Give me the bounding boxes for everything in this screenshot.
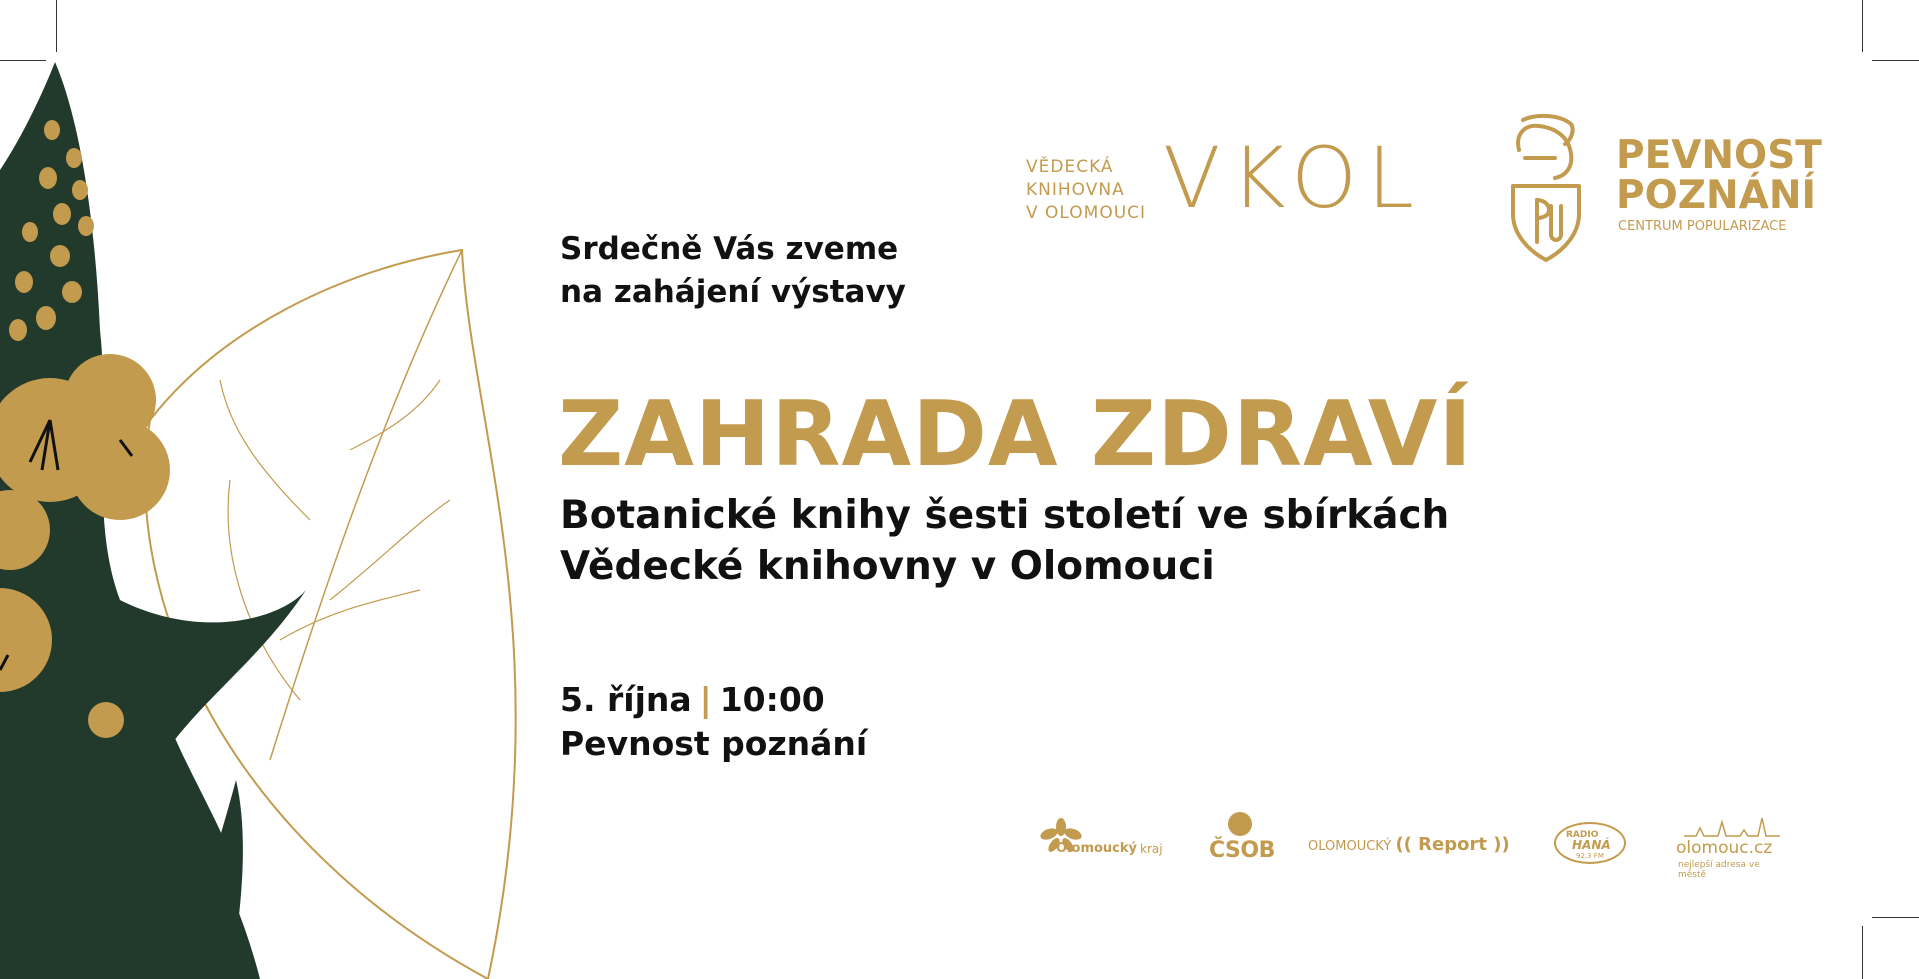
sponsor-olomouc-tagline: nejlepší adresa ve městě: [1678, 860, 1760, 880]
invitation-line-1: Srdečně Vás zveme: [560, 231, 899, 267]
crop-mark: [1872, 917, 1919, 918]
sponsor-hana-name: HANÁ: [1572, 838, 1611, 852]
mullein-plant-illustration: [0, 0, 560, 979]
sponsor-csob-name: ČSOB: [1209, 838, 1275, 863]
event-datetime: [560, 678, 825, 721]
knight-helmet-shield-icon: [1505, 110, 1587, 262]
sponsor-olomouc-cz: [1676, 816, 1786, 880]
sponsor-report-prefix: OLOMOUCKÝ: [1308, 839, 1392, 854]
csob-logo-icon: [1228, 812, 1252, 836]
sponsor-radio-hana: [1554, 822, 1626, 866]
vkol-logo: VKOL: [1163, 129, 1424, 227]
event-venue: Pevnost poznání: [560, 724, 868, 763]
sponsor-kraj-suffix: kraj: [1140, 842, 1163, 856]
sponsor-kraj-name: Olomoucký: [1056, 841, 1137, 856]
crop-mark: [1862, 0, 1863, 52]
invitation-text: [560, 228, 1160, 314]
sponsor-olomoucky-kraj: [1028, 818, 1168, 858]
sponsor-hana-frequency: 92,3 FM: [1576, 852, 1604, 860]
subtitle-line-1: Botanické knihy šesti století ve sbírkách: [560, 493, 1450, 538]
sponsor-olomouc-domain: olomouc.cz: [1676, 838, 1773, 858]
event-date: 5. října: [560, 680, 692, 719]
invitation-line-2: na zahájení výstavy: [560, 274, 906, 310]
sponsor-report-name: (( Report )): [1395, 834, 1510, 855]
sponsor-olomoucky-report: [1308, 834, 1510, 855]
event-time: 10:00: [719, 680, 825, 719]
city-skyline-icon: [1684, 816, 1780, 838]
sponsor-csob: [1208, 812, 1274, 866]
crop-mark: [1872, 60, 1919, 61]
crop-mark: [1862, 926, 1863, 979]
subtitle-line-2: Vědecké knihovny v Olomouci: [560, 544, 1215, 589]
sponsor-hana-top: RADIO: [1566, 830, 1599, 840]
pevnost-logo-title: PEVNOST POZNÁNÍ: [1616, 133, 1822, 218]
datetime-separator: |: [699, 680, 712, 719]
pevnost-logo-subtitle: CENTRUM POPULARIZACE: [1618, 219, 1787, 234]
exhibition-subtitle: [560, 490, 1560, 592]
exhibition-title: ZAHRADA ZDRAVÍ: [558, 382, 1473, 487]
vkol-logo-text: VĚDECKÁ KNIHOVNA V OLOMOUCI: [1026, 157, 1147, 223]
